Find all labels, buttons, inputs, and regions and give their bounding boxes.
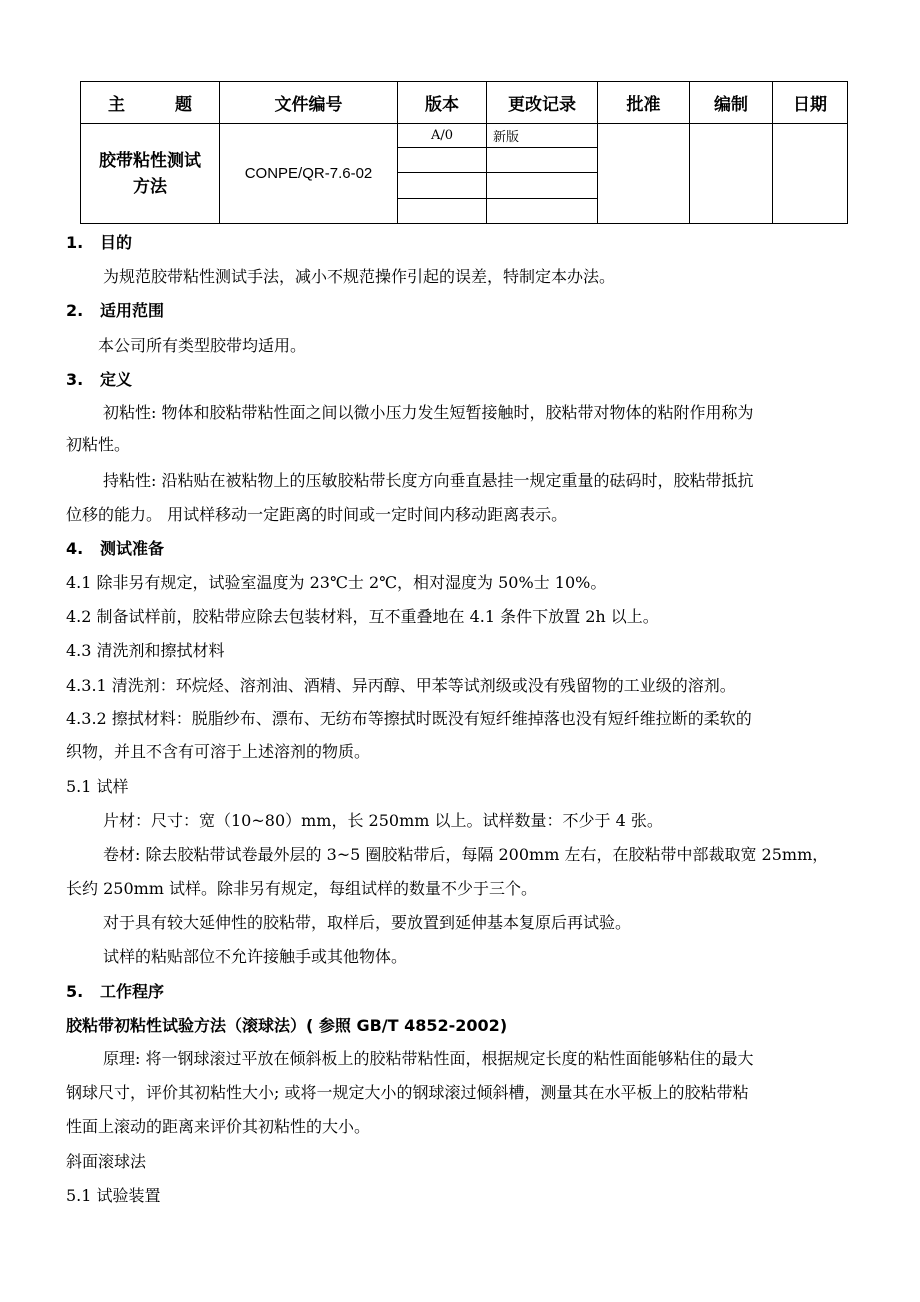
method-title: 斜面滚球法 [66, 1152, 147, 1171]
section-3-heading: 3. 定义 [66, 370, 133, 389]
col-approve-header: 批准 [598, 82, 690, 124]
section-2-text: 本公司所有类型胶带均适用。 [98, 336, 307, 355]
section-4-heading: 4. 测试准备 [66, 539, 165, 558]
section-1-heading: 1. 目的 [66, 233, 133, 252]
section-1-text: 为规范胶带粘性测试手法，减小不规范操作引起的误差，特制定本办法。 [103, 267, 616, 286]
col-date-header: 日期 [773, 82, 848, 124]
col-change-header: 更改记录 [487, 82, 598, 124]
edit-cell [690, 124, 773, 224]
section-5-heading: 5. 工作程序 [66, 982, 165, 1001]
topic-line-1: 胶带粘性测试 [99, 150, 201, 171]
clause-4-3-2-cont: 织物，并且不含有可溶于上述溶剂的物质。 [66, 742, 371, 761]
specimen-roll-cont: 长约 250mm 试样。除非另有规定，每组试样的数量不少于三个。 [66, 879, 538, 898]
col-version-header: 版本 [398, 82, 487, 124]
specimen-roll: 卷材: 除去胶粘带试卷最外层的 3~5 圈胶粘带后，每隔 200mm 左右，在胶粘带中部裁取宽 25mm， [103, 845, 829, 864]
clause-4-3-2: 4.3.2 擦拭材料：脱脂纱布、漂布、无纺布等擦拭时既没有短纤维掉落也没有短纤维拉断的柔软的 [66, 709, 752, 728]
section-2-heading: 2. 适用范围 [66, 301, 165, 320]
date-cell [773, 124, 848, 224]
doc-no-cell: CONPE/QR-7.6-02 [220, 124, 398, 224]
col-doc-no-header: 文件编号 [220, 82, 398, 124]
principle-line-1: 原理: 将一钢球滚过平放在倾斜板上的胶粘带粘性面，根据规定长度的粘性面能够粘住的最大 [103, 1049, 754, 1068]
specimen-sheet: 片材：尺寸：宽（10~80）mm，长 250mm 以上。试样数量：不少于 4 张。 [103, 811, 663, 830]
specimen-note-2: 试样的粘贴部位不允许接触手或其他物体。 [103, 947, 408, 966]
definition-holding-power-cont: 位移的能力。 用试样移动一定距离的时间或一定时间内移动距离表示。 [66, 505, 568, 524]
version-cell-empty [398, 148, 487, 173]
change-cell-empty [487, 173, 598, 198]
clause-4-2: 4.2 制备试样前，胶粘带应除去包装材料，互不重叠地在 4.1 条件下放置 2h 以上。 [66, 607, 659, 626]
version-cell-empty [398, 198, 487, 223]
approve-cell [598, 124, 690, 224]
principle-line-2: 钢球尺寸，评价其初粘性大小; 或将一规定大小的钢球滚过倾斜槽，测量其在水平板上的胶粘带粘 [66, 1083, 749, 1102]
principle-line-3: 性面上滚动的距离来评价其初粘性的大小。 [66, 1117, 371, 1136]
clause-5-1-apparatus: 5.1 试验装置 [66, 1186, 161, 1205]
change-cell-empty [487, 198, 598, 223]
change-cell-empty [487, 148, 598, 173]
col-edit-header: 编制 [690, 82, 773, 124]
header-table [80, 81, 848, 224]
definition-holding-power: 持粘性: 沿粘贴在被粘物上的压敏胶粘带长度方向垂直悬挂一规定重量的砝码时，胶粘带抵抗 [103, 471, 754, 490]
clause-4-3: 4.3 清洗剂和擦拭材料 [66, 641, 225, 660]
definition-initial-tack: 初粘性: 物体和胶粘带粘性面之间以微小压力发生短暂接触时，胶粘带对物体的粘附作用称为 [103, 403, 754, 422]
version-cell-empty [398, 173, 487, 198]
change-cell: 新版 [487, 124, 598, 148]
definition-initial-tack-cont: 初粘性。 [66, 435, 131, 454]
col-topic-header: 主 题 [81, 82, 220, 124]
topic-cell [81, 124, 220, 224]
topic-line-2: 方法 [133, 176, 167, 197]
version-cell: A/0 [398, 124, 487, 148]
table-row [81, 124, 848, 148]
header-row [81, 82, 848, 124]
specimen-note-1: 对于具有较大延伸性的胶粘带，取样后，要放置到延伸基本复原后再试验。 [103, 913, 632, 932]
clause-5-1-specimen: 5.1 试样 [66, 777, 129, 796]
clause-4-3-1: 4.3.1 清洗剂：环烷烃、溶剂油、酒精、异丙醇、甲苯等试剂级或没有残留物的工业级的溶剂。 [66, 676, 736, 695]
section-5-subtitle: 胶粘带初粘性试验方法（滚球法）( 参照 GB/T 4852-2002) [66, 1016, 508, 1035]
clause-4-1: 4.1 除非另有规定，试验室温度为 23℃士 2℃，相对湿度为 50%士 10%。 [66, 573, 607, 592]
